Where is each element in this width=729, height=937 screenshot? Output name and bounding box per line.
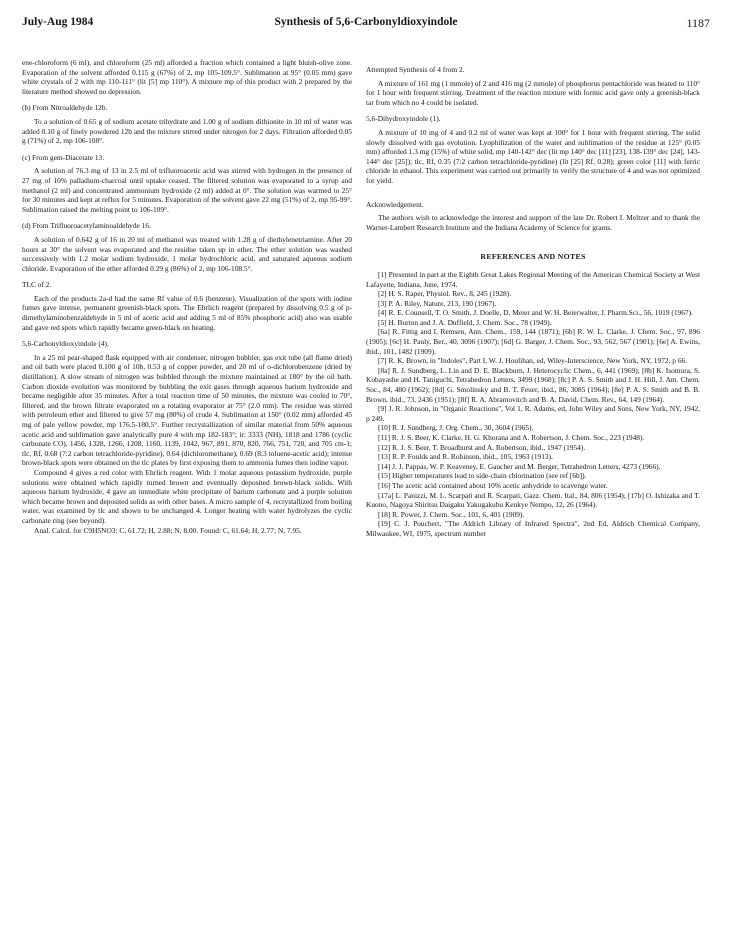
left-column (22, 58, 352, 535)
right-column (366, 58, 700, 539)
section-subheading: (c) From gem-Diacetate 13. (22, 152, 105, 162)
references-heading: REFERENCES AND NOTES (480, 252, 586, 262)
reference-entry: [5] H. Burton and J. A. Duffield, J. Chem. Soc., 78 (1949). (378, 317, 552, 327)
reference-entry: [7] R. K. Brown, in "Indoles", Part I, W. J. Houlihan, ed, Wiley-Interscience, New York, NY, 1972, p 66. (378, 356, 688, 366)
reference-entry: [18] R. Power, J. Chem. Soc., 101, 6, 401 (1909). (378, 509, 525, 519)
reference-entry: [2] H. S. Raper, Physiol. Rev., 8, 245 (1928). (378, 289, 512, 299)
section-subheading: (d) From Trifluoroacetylaminoaldehyde 16. (22, 221, 151, 231)
reference-entry: [1] Presented in part at the Eighth Great Lakes Regional Meeting of the American Chemical Society at West Lafayette, Indiana, June, 1974. (366, 269, 700, 289)
reference-entry: [12] R. J. S. Beer, T. Broadhurst and A. Robertson, ibid., 1947 (1954). (378, 442, 586, 452)
body-paragraph: Anal. Calcd. for C9H5NO3: C, 61.72; H, 2.88; N, 8.00. Found: C, 61.64; H, 2.77; N, 7.95. (34, 525, 302, 535)
body-paragraph: In a 25 ml pear-shaped flask equipped with air condenser, nitrogen bubbler, gas exit tube (all flame dried) and oil bath were placed 0.100 g of 10b, 0.53 g of copper powder, and 20 ml of o-dichlorobenzene (dried by distillation). A slow stream of nitrogen was bubbled through the mixture maintained at 180° by the oil bath. Carbon dioxide evolution was monitored by bubbling the exit gases through aqueous barium hydroxide and became negligible after 35 minutes. After a total reaction time of 50 minutes, the mixture was cooled to 70°, filtered, and the brown filtrate evaporated on a rotating evaporator at 75° (2.0 mm). The residue was stirred with petroleum ether and filtered to give 57 mg (80%) of crude 4. Sublimation at 150° (0.02 mm) afforded 45 mg of pale yellow powder, mp 176.5-180.5°. Further recrystallization of similar material from 50% aqueous acetic acid and sublimation gave analytically pure 4 with mp 182-183°; ir: 3333 (NH), 1818 and 1786 (cyclic carbonate CO), 1456, 1328, 1266, 1208, 1160, 1139, 1042, 967, 891, 870, 820, 766, 751, 720, and 705 cm-1; tlc, Rf, 0.68 (7:2 carbon tetrachloride-pyridine), 0.64 (dichloromethane), 0.69 (8:3 toluene-acetic acid); intense brown-black spots were obtained on the tlc plates by first exposing them to ammonia fumes then iodine vapor. (22, 352, 352, 468)
acknowledgement-heading: Acknowledgement. (366, 199, 424, 209)
running-header (22, 16, 710, 34)
reference-entry: [17a] L. Panizzi, M. L. Scarpati and R. Scarpati, Gazz. Chem. Ital., 84, 806 (1954); [17b] O. Ishizaka and T. Kuono, Nagoya Shiritsu Daigaku Yakugakubu Kenkye Nempo, 12, 26 (1964). (366, 490, 700, 510)
running-title: Synthesis of 5,6-Carbonyldioxyindole (274, 16, 458, 28)
body-paragraph: A mixture of 161 mg (1 mmole) of 2 and 416 mg (2 mmole) of phosphorus pentachloride was heated to 110° for 1 hour with frequent stirring. Treatment of the reaction mixture with formic acid gave only a greenish-black tar from which no 4 could be isolated. (366, 78, 700, 107)
body-paragraph: The authors wish to acknowledge the interest and support of the late Dr. Robert I. Meltzer and to thank the Warner-Lambert Research Institute and the Indiana Academy of Science for grants. (366, 213, 700, 232)
section-subheading: 5,6-Carbonyldioxyindole (4). (22, 339, 109, 349)
reference-entry: [10] R. J. Sundberg, J. Org. Chem., 30, 3604 (1965). (378, 423, 534, 433)
issue-date: July-Aug 1984 (22, 16, 94, 28)
section-subheading: TLC of 2. (22, 280, 52, 290)
page-number: 1187 (686, 16, 710, 30)
reference-entry: [6a] R. Fittig and I. Remsen, Ann. Chem., 159, 144 (1871); [6b] R. W. L. Clarke, J. Chem. Soc., 97, 896 (1905); [6c] H. Pauly, Ber., 40, 3096 (1907); [6d] G. Barger, J. Chem. Soc., 93, 562, 567 (1901); [6e] A. Ewins, ibid., 101, 1482 (1909). (366, 327, 700, 356)
body-paragraph: Compound 4 gives a red color with Ehrlich reagent. With 1 molar aqueous potassium hydroxide, purple solutions were obtained which rapidly turned brown and eventually deposited brown-black solids. With aqueous barium hydroxide, 4 gave an immediate white precipitate of barium carbonate and a purple solution which became brown and deposited solids as with other bases. A micro sample of 4, recrystallized from boiling water, was examined by tlc and shown to be unchanged 4. Longer heating with water hydrolyzes the cyclic carbonate ring (see beyond). (22, 467, 352, 525)
reference-entry: [19] C. J. Pouchert, "The Aldrich Library of Infrared Spectra", 2nd Ed, Aldrich Chemical Company, Milwaukee, WI, 1975, spectrum number (366, 519, 700, 538)
reference-entry: [9] J. R. Johnson, in "Organic Reactions", Vol 1, R. Adams, ed, John Wiley and Sons, New York, NY, 1942, p 249. (366, 404, 700, 423)
body-paragraph: ene-chloroform (6 ml), and chloroform (25 ml) afforded a fraction which contained a light bluish-olive zone. Evaporation of the solvent afforded 0.115 g (67%) of 2, mp 105-109.5°. Sublimation at 95° (0.05 mm) gave white crystals of 2 with mp 110-111° (lit [5] mp 110°). A mixture mp of this product with 2 prepared by the literature method showed no depression. (22, 58, 352, 96)
reference-entry: [13] R. P. Foulds and R. Robinson, ibid., 105, 1963 (1913). (378, 452, 553, 462)
section-subheading: 5,6-Dihydroxyindole (1). (366, 114, 441, 124)
reference-entry: [3] P. A. Riley, Nature, 213, 190 (1967). (378, 298, 497, 308)
body-paragraph: Each of the products 2a-d had the same Rf value of 0.6 (benzene). Visualization of the spots with iodine fumes gave intense, permanent greenish-black spots. The Ehrlich reagent (prepared by dissolving 0.5 g of p-dimethylaminobenzaldehyde in 5 ml of acetic acid and adding 5 ml of 85% phosphoric acid) also was usable and gave red spots which rapidly became green-black on heating. (22, 293, 352, 332)
body-paragraph: A mixture of 10 mg of 4 and 0.2 ml of water was kept at 100° for 1 hour with frequent stirring. The solid slowly dissolved with gas evolution. Lyophilization of the water and sublimation of the residue at 125° (0.05 mm) afforded 1.3 mg (15%) of white solid, mp 140-142° dec (lit mp 140° dec [11] [23], 138-139° dec [24], 143-144° dec [25]); tlc, Rf, 0.35 (7:2 carbon tetrachloride-pyridine) (lit [25] Rf, 0.28); green color [11] with ferric chloride in ethanol. This experiment was carried out primarily to verify the structure of 4 and was not optimized for yield. (366, 127, 700, 185)
reference-entry: [4] R. E. Counsell, T. O. Smith, J. Doelle, D. Meier and W. H. Beierwalter, J. Pharm.Sci., 56, 1019 (1967). (378, 308, 693, 318)
body-paragraph: To a solution of 0.65 g of sodium acetate trihydrate and 1.00 g of sodium dithionite in 10 ml of water was added 0.10 g of finely powdered 12b and the mixture stirred under nitrogen for 2 days. Filtration afforded 0.05 g (71%) of 2, mp 106-108°. (22, 116, 352, 146)
body-paragraph: A solution of 0.642 g of 16 in 20 ml of methanol was treated with 1.28 g of diethylenetriamine. After 20 hours at 30° the solvent was evaporated and the residue taken up in ether. The ether solution was washed successively with 1.2 molar sodium hydroxide, 1 molar hydrochloric acid, and saturated aqueous sodium chloride. Evaporation of the ether afforded 0.29 g (86%) of 2, mp 106-108.5°. (22, 234, 352, 273)
body-paragraph: A solution of 76.3 mg of 13 in 2.5 ml of trifluoroacetic acid was stirred with hydrogen in the presence of 27 mg of 10% palladium-charcoal until uptake ceased. The filtered solution was evaporated to a syrup and methanol (2 ml) and concentrated ammonium hydroxide (2 ml) added at 0°. The solution was warmed to 25° for 30 minutes and kept at reflux for 5 minutes. Evaporation of the solvent gave 22 mg (51%) of 2, mp 95-99°. Sublimation raised the melting point to 106-109°. (22, 166, 352, 214)
reference-entry: [16] The acetic acid contained about 10% acetic anhydride to scavenge water. (378, 480, 608, 490)
reference-entry: [11] R. J. S. Beer, K. Clarke, H. G. Khorana and A. Robertson, J. Chem. Soc., 223 (1948). (378, 433, 645, 442)
reference-entry: [8a] R. J. Sundberg, L. Lin and D. E. Blackburn, J. Heterocyclic Chem., 6, 441 (1969); [8b] K. Isomura, S. Kobayashe and H. Taniguchi, Tetrahedron Letters, 3499 (1968); [8c] P. A. S. Smith and J. H. Hill, J. Am. Chem. Soc., 84, 480 (1962); [8d] G. Smolinsky and B. T. Feuer, ibid., 86, 3085 (1964); [8e] P. A. S. Smith and B. B. Brown, ibid., 73, 2436 (1951); [8f] R. A. Abramovitch and B. A. David, Chem. Rev., 64, 149 (1964). (366, 365, 700, 404)
section-subheading: Attempted Synthesis of 4 from 2. (366, 65, 465, 74)
section-subheading: (b) From Nitroaldehyde 12b. (22, 103, 108, 113)
reference-entry: [14] J. J. Pappas, W. P. Keaveney, E. Gaucher and M. Berger, Tetrahedron Letters, 4273 (1966). (378, 461, 661, 471)
reference-entry: [15] Higher temperatures lead to side-chain chlorination (see ref [6b]). (378, 471, 587, 481)
